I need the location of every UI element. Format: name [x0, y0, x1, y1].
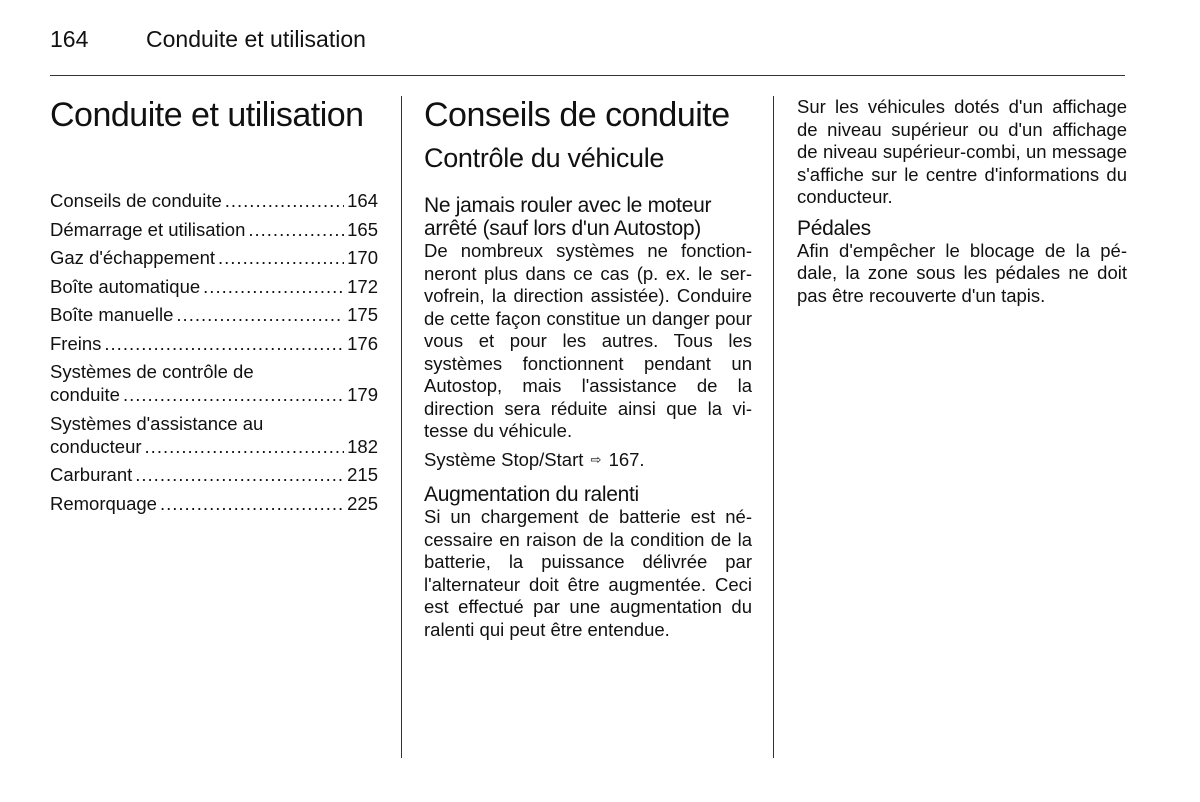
toc-entry-title: Carburant	[50, 464, 133, 485]
column-divider-1	[401, 96, 402, 758]
toc-page-number: 164	[347, 190, 378, 211]
toc-page-number: 175	[347, 304, 378, 325]
toc-page-number: 165	[347, 218, 378, 240]
paragraph-pedals: Afin d'empêcher le blocage de la pédale, la zone sous les pédales ne doit pas être recouverte d'un tapis.	[797, 239, 1127, 306]
heading-pedals: Pédales	[797, 216, 871, 240]
page-number: 164	[50, 26, 89, 52]
page-header	[50, 26, 366, 53]
paragraph-display: Sur les véhicules dotés d'un affichage de niveau supérieur ou d'un affichage de niveau supérieur-combi, un message s'affiche sur le centre d'informations du conducteur.	[797, 96, 1127, 207]
heading-engine-off: Ne jamais rouler avec le moteur arrêté (sauf lors d'un Autostop)	[424, 194, 712, 240]
paragraph-engine-off: De nombreux systèmes ne fonctionneront plus dans ce cas (p. ex. le servofrein, la direction assistée). Conduire de cette façon constitue un danger pour vous et pour les autres. Tous les systèmes fonctionnent pendant un Autostop, mais l'assistance de la direction sera réduite ainsi que la vitesse du véhicule.	[424, 240, 752, 441]
running-title: Conduite et utilisation	[146, 26, 366, 52]
toc-entry-line	[50, 189, 378, 212]
toc-leader-dots	[225, 189, 344, 212]
toc-entry-title-line: Systèmes d'assistance au	[50, 412, 264, 434]
toc-entry-title-line: Systèmes de contrôle de	[50, 361, 254, 382]
toc-entry-title: Remorquage	[50, 492, 157, 514]
column-divider-2	[773, 96, 774, 758]
toc-entry-title: conduite	[50, 384, 120, 405]
toc-entry[interactable]	[50, 275, 378, 298]
toc-entry-title: Freins	[50, 332, 102, 354]
toc-entry-line	[50, 463, 378, 486]
toc-entry-line	[50, 332, 378, 355]
toc-entry-line	[50, 435, 378, 458]
toc-entry-line	[50, 246, 378, 269]
toc-page-number: 225	[347, 492, 378, 514]
table-of-contents	[50, 189, 378, 515]
toc-entry[interactable]	[50, 412, 378, 458]
toc-entry-line	[50, 383, 378, 406]
header-rule	[50, 75, 1125, 76]
paragraph-idle-increase: Si un chargement de batterie est nécessaire en raison de la condition de la batterie, la puissance délivrée par l'alternateur doit être augmentée. Ceci est effectué par une augmentation du ralenti qui peut être entendue.	[424, 506, 752, 640]
right-column	[797, 96, 1127, 307]
arrow-right-icon: ⇨	[590, 451, 602, 467]
toc-column	[50, 96, 378, 520]
toc-leader-dots	[123, 383, 344, 406]
toc-leader-dots	[176, 303, 344, 326]
toc-leader-dots	[203, 275, 344, 298]
section-title: Conseils de conduite	[424, 96, 730, 134]
toc-entry-title: conducteur	[50, 435, 142, 457]
xref-page: 167.	[608, 448, 645, 470]
toc-entry-title: Boîte automatique	[50, 275, 201, 297]
toc-page-number: 176	[347, 332, 378, 354]
toc-page-number: 172	[347, 275, 378, 297]
toc-entry[interactable]	[50, 463, 378, 486]
middle-column	[424, 96, 752, 641]
toc-entry-title: Démarrage et utilisation	[50, 218, 246, 240]
toc-entry-line	[50, 492, 378, 515]
toc-entry[interactable]	[50, 189, 378, 212]
toc-entry-line	[50, 303, 378, 326]
toc-leader-dots	[135, 463, 344, 486]
toc-entry-title: Gaz d'échappement	[50, 247, 216, 268]
toc-entry[interactable]	[50, 360, 378, 406]
subsection-title: Contrôle du véhicule	[424, 143, 665, 173]
toc-leader-dots	[145, 435, 345, 458]
toc-entry[interactable]	[50, 332, 378, 355]
toc-leader-dots	[104, 332, 344, 355]
toc-entry-line	[50, 275, 378, 298]
xref-text: Système Stop/Start	[424, 448, 584, 470]
heading-idle-increase: Augmentation du ralenti	[424, 483, 639, 506]
toc-leader-dots	[248, 218, 344, 241]
toc-page-number: 170	[347, 247, 378, 268]
toc-leader-dots	[218, 246, 344, 269]
toc-page-number: 179	[347, 384, 378, 405]
toc-entry[interactable]	[50, 492, 378, 515]
toc-entry-title: Boîte manuelle	[50, 304, 174, 325]
toc-entry-title: Conseils de conduite	[50, 190, 222, 211]
toc-page-number: 182	[347, 435, 378, 457]
cross-reference[interactable]	[424, 449, 752, 474]
toc-page-number: 215	[347, 464, 378, 485]
toc-entry[interactable]	[50, 246, 378, 269]
toc-entry[interactable]	[50, 303, 378, 326]
toc-entry-line	[50, 218, 378, 241]
toc-leader-dots	[160, 492, 344, 515]
toc-entry[interactable]	[50, 218, 378, 241]
chapter-title: Conduite et utilisation	[50, 96, 364, 134]
